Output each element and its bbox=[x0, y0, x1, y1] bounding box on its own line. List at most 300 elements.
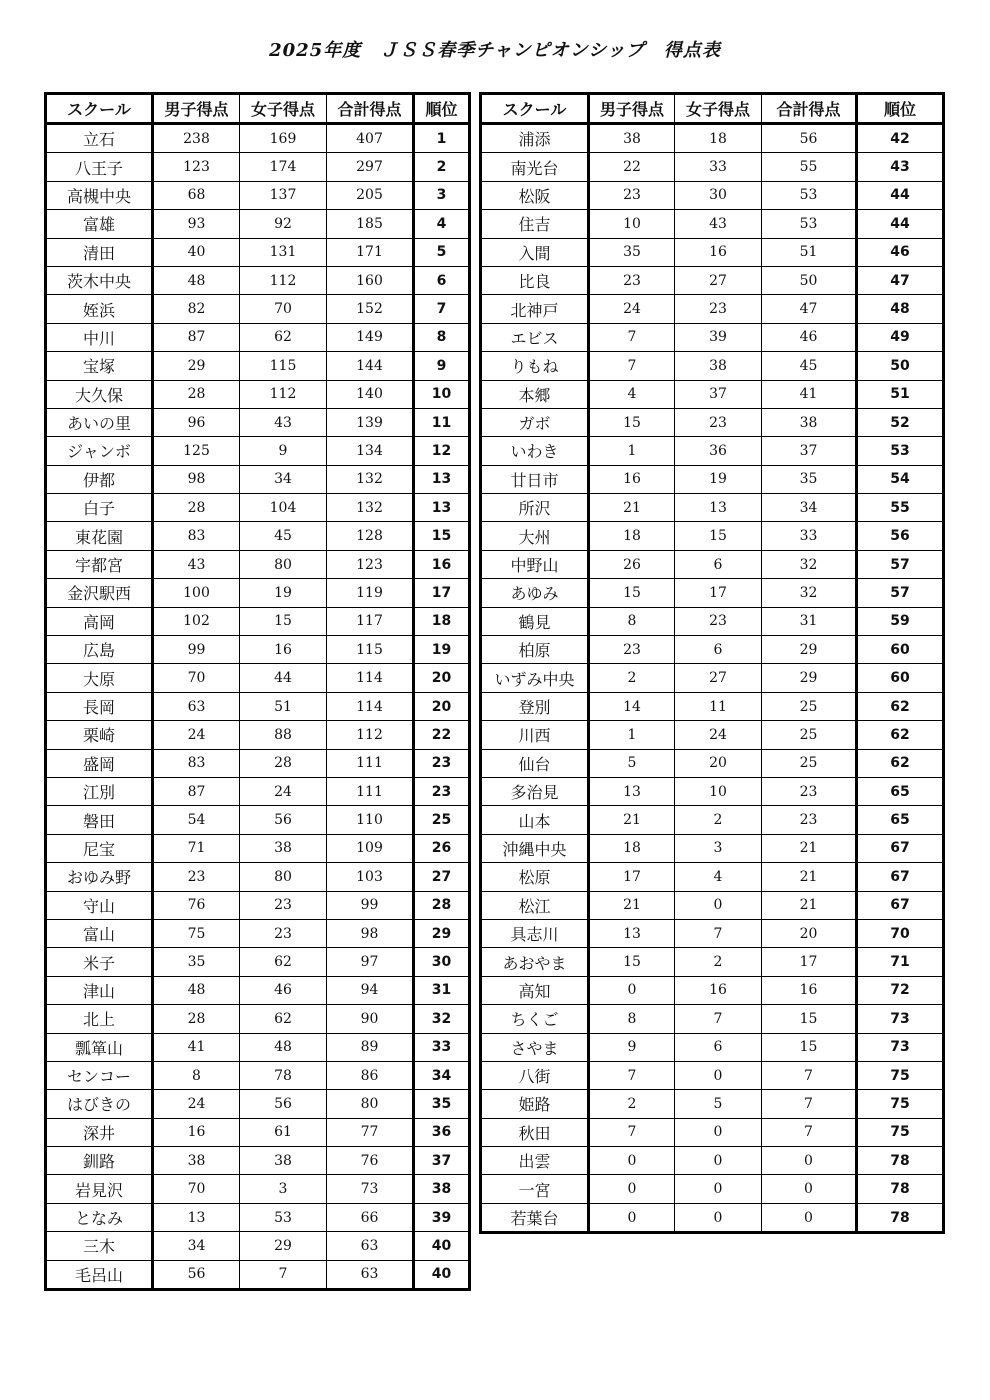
table-row bbox=[481, 664, 944, 692]
rank-cell: 60 bbox=[857, 636, 944, 664]
header-girls: 女子得点 bbox=[675, 94, 762, 124]
total-score-cell: 110 bbox=[327, 806, 414, 834]
table-row bbox=[46, 579, 470, 607]
rank-cell: 62 bbox=[857, 721, 944, 749]
boys-score-cell: 71 bbox=[153, 834, 240, 862]
boys-score-cell: 54 bbox=[153, 806, 240, 834]
boys-score-cell: 7 bbox=[589, 1118, 675, 1146]
table-row bbox=[46, 153, 470, 181]
boys-score-cell: 17 bbox=[589, 863, 675, 891]
girls-score-cell: 6 bbox=[675, 550, 762, 578]
school-name-cell: いずみ中央 bbox=[481, 664, 589, 692]
rank-cell: 57 bbox=[857, 550, 944, 578]
school-name-cell: 宝塚 bbox=[46, 352, 153, 380]
school-name-cell: 高槻中央 bbox=[46, 181, 153, 209]
total-score-cell: 297 bbox=[327, 153, 414, 181]
table-row bbox=[481, 210, 944, 238]
table-row bbox=[46, 295, 470, 323]
boys-score-cell: 48 bbox=[153, 976, 240, 1004]
boys-score-cell: 23 bbox=[589, 636, 675, 664]
table-row bbox=[46, 891, 470, 919]
school-name-cell: 山本 bbox=[481, 806, 589, 834]
girls-score-cell: 51 bbox=[240, 692, 327, 720]
girls-score-cell: 88 bbox=[240, 721, 327, 749]
girls-score-cell: 61 bbox=[240, 1118, 327, 1146]
rank-cell: 33 bbox=[414, 1033, 470, 1061]
table-row bbox=[46, 1005, 470, 1033]
boys-score-cell: 8 bbox=[589, 1005, 675, 1033]
total-score-cell: 73 bbox=[327, 1175, 414, 1203]
school-name-cell: 高岡 bbox=[46, 607, 153, 635]
school-name-cell: センコー bbox=[46, 1061, 153, 1089]
boys-score-cell: 70 bbox=[153, 1175, 240, 1203]
rank-cell: 32 bbox=[414, 1005, 470, 1033]
rank-cell: 57 bbox=[857, 579, 944, 607]
total-score-cell: 152 bbox=[327, 295, 414, 323]
rank-cell: 65 bbox=[857, 777, 944, 805]
table-row bbox=[481, 522, 944, 550]
school-name-cell: 若葉台 bbox=[481, 1203, 589, 1232]
girls-score-cell: 28 bbox=[240, 749, 327, 777]
total-score-cell: 123 bbox=[327, 550, 414, 578]
school-name-cell: 松江 bbox=[481, 891, 589, 919]
rank-cell: 72 bbox=[857, 976, 944, 1004]
total-score-cell: 32 bbox=[762, 550, 857, 578]
girls-score-cell: 3 bbox=[240, 1175, 327, 1203]
girls-score-cell: 38 bbox=[240, 834, 327, 862]
girls-score-cell: 45 bbox=[240, 522, 327, 550]
total-score-cell: 76 bbox=[327, 1147, 414, 1175]
girls-score-cell: 6 bbox=[675, 636, 762, 664]
table-row bbox=[481, 408, 944, 436]
boys-score-cell: 63 bbox=[153, 692, 240, 720]
total-score-cell: 16 bbox=[762, 976, 857, 1004]
girls-score-cell: 38 bbox=[240, 1147, 327, 1175]
rank-cell: 56 bbox=[857, 522, 944, 550]
table-row bbox=[46, 607, 470, 635]
total-score-cell: 53 bbox=[762, 210, 857, 238]
total-score-cell: 25 bbox=[762, 721, 857, 749]
total-score-cell: 45 bbox=[762, 352, 857, 380]
school-name-cell: 南光台 bbox=[481, 153, 589, 181]
school-name-cell: りもね bbox=[481, 352, 589, 380]
table-row bbox=[481, 863, 944, 891]
girls-score-cell: 11 bbox=[675, 692, 762, 720]
table-row bbox=[46, 323, 470, 351]
school-name-cell: 多治見 bbox=[481, 777, 589, 805]
rank-cell: 71 bbox=[857, 948, 944, 976]
school-name-cell: となみ bbox=[46, 1203, 153, 1231]
table-row bbox=[46, 721, 470, 749]
total-score-cell: 41 bbox=[762, 380, 857, 408]
school-name-cell: 高知 bbox=[481, 976, 589, 1004]
girls-score-cell: 5 bbox=[675, 1090, 762, 1118]
school-name-cell: 釧路 bbox=[46, 1147, 153, 1175]
school-name-cell: 大原 bbox=[46, 664, 153, 692]
table-row bbox=[481, 238, 944, 266]
total-score-cell: 20 bbox=[762, 919, 857, 947]
boys-score-cell: 15 bbox=[589, 579, 675, 607]
school-name-cell: 廿日市 bbox=[481, 465, 589, 493]
table-row bbox=[481, 777, 944, 805]
total-score-cell: 63 bbox=[327, 1260, 414, 1289]
boys-score-cell: 83 bbox=[153, 522, 240, 550]
table-row bbox=[481, 124, 944, 153]
boys-score-cell: 15 bbox=[589, 408, 675, 436]
school-name-cell: 長岡 bbox=[46, 692, 153, 720]
school-name-cell: 入間 bbox=[481, 238, 589, 266]
total-score-cell: 77 bbox=[327, 1118, 414, 1146]
girls-score-cell: 112 bbox=[240, 380, 327, 408]
rank-cell: 12 bbox=[414, 437, 470, 465]
table-row bbox=[46, 664, 470, 692]
girls-score-cell: 7 bbox=[675, 1005, 762, 1033]
total-score-cell: 15 bbox=[762, 1005, 857, 1033]
total-score-cell: 99 bbox=[327, 891, 414, 919]
girls-score-cell: 9 bbox=[240, 437, 327, 465]
total-score-cell: 21 bbox=[762, 863, 857, 891]
rank-cell: 5 bbox=[414, 238, 470, 266]
boys-score-cell: 2 bbox=[589, 664, 675, 692]
boys-score-cell: 23 bbox=[589, 266, 675, 294]
boys-score-cell: 14 bbox=[589, 692, 675, 720]
rank-cell: 13 bbox=[414, 465, 470, 493]
table-row bbox=[481, 806, 944, 834]
school-name-cell: 松原 bbox=[481, 863, 589, 891]
rank-cell: 55 bbox=[857, 494, 944, 522]
school-name-cell: 深井 bbox=[46, 1118, 153, 1146]
boys-score-cell: 28 bbox=[153, 380, 240, 408]
rank-cell: 60 bbox=[857, 664, 944, 692]
total-score-cell: 21 bbox=[762, 891, 857, 919]
rank-cell: 30 bbox=[414, 948, 470, 976]
page-title: 2025年度 ＪＳＳ春季チャンピオンシップ 得点表 bbox=[269, 40, 721, 61]
rank-cell: 1 bbox=[414, 124, 470, 153]
rank-cell: 59 bbox=[857, 607, 944, 635]
girls-score-cell: 23 bbox=[240, 919, 327, 947]
girls-score-cell: 46 bbox=[240, 976, 327, 1004]
school-name-cell: 所沢 bbox=[481, 494, 589, 522]
table-row bbox=[481, 948, 944, 976]
boys-score-cell: 16 bbox=[589, 465, 675, 493]
rank-cell: 44 bbox=[857, 210, 944, 238]
girls-score-cell: 17 bbox=[675, 579, 762, 607]
boys-score-cell: 23 bbox=[589, 181, 675, 209]
table-row bbox=[46, 1203, 470, 1231]
rank-cell: 10 bbox=[414, 380, 470, 408]
boys-score-cell: 7 bbox=[589, 352, 675, 380]
girls-score-cell: 43 bbox=[240, 408, 327, 436]
total-score-cell: 25 bbox=[762, 749, 857, 777]
table-row bbox=[46, 408, 470, 436]
school-name-cell: 伊都 bbox=[46, 465, 153, 493]
rank-cell: 67 bbox=[857, 891, 944, 919]
school-name-cell: 白子 bbox=[46, 494, 153, 522]
boys-score-cell: 24 bbox=[589, 295, 675, 323]
girls-score-cell: 16 bbox=[675, 976, 762, 1004]
girls-score-cell: 56 bbox=[240, 1090, 327, 1118]
girls-score-cell: 15 bbox=[675, 522, 762, 550]
girls-score-cell: 16 bbox=[675, 238, 762, 266]
total-score-cell: 90 bbox=[327, 1005, 414, 1033]
school-name-cell: 米子 bbox=[46, 948, 153, 976]
school-name-cell: 中野山 bbox=[481, 550, 589, 578]
table-row bbox=[46, 1118, 470, 1146]
total-score-cell: 160 bbox=[327, 266, 414, 294]
girls-score-cell: 0 bbox=[675, 1175, 762, 1203]
school-name-cell: 尼宝 bbox=[46, 834, 153, 862]
total-score-cell: 23 bbox=[762, 777, 857, 805]
rank-cell: 25 bbox=[414, 806, 470, 834]
table-row bbox=[481, 1147, 944, 1175]
table-row bbox=[481, 1090, 944, 1118]
total-score-cell: 112 bbox=[327, 721, 414, 749]
table-row bbox=[46, 1090, 470, 1118]
girls-score-cell: 0 bbox=[675, 1147, 762, 1175]
total-score-cell: 114 bbox=[327, 664, 414, 692]
rank-cell: 4 bbox=[414, 210, 470, 238]
school-name-cell: 川西 bbox=[481, 721, 589, 749]
girls-score-cell: 23 bbox=[240, 891, 327, 919]
table-row bbox=[481, 1203, 944, 1232]
boys-score-cell: 93 bbox=[153, 210, 240, 238]
header-school: スクール bbox=[481, 94, 589, 124]
school-name-cell: 一宮 bbox=[481, 1175, 589, 1203]
total-score-cell: 66 bbox=[327, 1203, 414, 1231]
girls-score-cell: 48 bbox=[240, 1033, 327, 1061]
table-row bbox=[46, 1033, 470, 1061]
total-score-cell: 51 bbox=[762, 238, 857, 266]
boys-score-cell: 1 bbox=[589, 721, 675, 749]
total-score-cell: 94 bbox=[327, 976, 414, 1004]
total-score-cell: 119 bbox=[327, 579, 414, 607]
boys-score-cell: 13 bbox=[589, 777, 675, 805]
total-score-cell: 15 bbox=[762, 1033, 857, 1061]
boys-score-cell: 99 bbox=[153, 636, 240, 664]
table-row bbox=[481, 1175, 944, 1203]
table-row bbox=[481, 1118, 944, 1146]
rank-cell: 11 bbox=[414, 408, 470, 436]
girls-score-cell: 19 bbox=[675, 465, 762, 493]
school-name-cell: 大州 bbox=[481, 522, 589, 550]
total-score-cell: 97 bbox=[327, 948, 414, 976]
rank-cell: 19 bbox=[414, 636, 470, 664]
school-name-cell: 中川 bbox=[46, 323, 153, 351]
girls-score-cell: 78 bbox=[240, 1061, 327, 1089]
boys-score-cell: 68 bbox=[153, 181, 240, 209]
rank-cell: 48 bbox=[857, 295, 944, 323]
girls-score-cell: 80 bbox=[240, 863, 327, 891]
total-score-cell: 103 bbox=[327, 863, 414, 891]
rank-cell: 17 bbox=[414, 579, 470, 607]
table-row bbox=[481, 352, 944, 380]
table-row bbox=[46, 238, 470, 266]
total-score-cell: 109 bbox=[327, 834, 414, 862]
total-score-cell: 7 bbox=[762, 1061, 857, 1089]
girls-score-cell: 34 bbox=[240, 465, 327, 493]
boys-score-cell: 38 bbox=[153, 1147, 240, 1175]
rank-cell: 75 bbox=[857, 1061, 944, 1089]
girls-score-cell: 44 bbox=[240, 664, 327, 692]
total-score-cell: 132 bbox=[327, 465, 414, 493]
total-score-cell: 0 bbox=[762, 1203, 857, 1232]
total-score-cell: 144 bbox=[327, 352, 414, 380]
school-name-cell: あいの里 bbox=[46, 408, 153, 436]
table-row bbox=[46, 636, 470, 664]
girls-score-cell: 24 bbox=[675, 721, 762, 749]
table-row bbox=[481, 919, 944, 947]
school-name-cell: 仙台 bbox=[481, 749, 589, 777]
school-name-cell: 金沢駅西 bbox=[46, 579, 153, 607]
school-name-cell: 東花園 bbox=[46, 522, 153, 550]
girls-score-cell: 62 bbox=[240, 1005, 327, 1033]
rank-cell: 23 bbox=[414, 777, 470, 805]
school-name-cell: 栗崎 bbox=[46, 721, 153, 749]
rank-cell: 78 bbox=[857, 1147, 944, 1175]
rank-cell: 22 bbox=[414, 721, 470, 749]
school-name-cell: 毛呂山 bbox=[46, 1260, 153, 1289]
table-row bbox=[481, 437, 944, 465]
table-body bbox=[46, 124, 470, 1290]
total-score-cell: 17 bbox=[762, 948, 857, 976]
total-score-cell: 29 bbox=[762, 636, 857, 664]
girls-score-cell: 24 bbox=[240, 777, 327, 805]
table-row bbox=[481, 636, 944, 664]
boys-score-cell: 100 bbox=[153, 579, 240, 607]
header-rank: 順位 bbox=[414, 94, 470, 124]
school-name-cell: エビス bbox=[481, 323, 589, 351]
girls-score-cell: 4 bbox=[675, 863, 762, 891]
school-name-cell: 北神戸 bbox=[481, 295, 589, 323]
rank-cell: 73 bbox=[857, 1033, 944, 1061]
rank-cell: 65 bbox=[857, 806, 944, 834]
rank-cell: 18 bbox=[414, 607, 470, 635]
boys-score-cell: 2 bbox=[589, 1090, 675, 1118]
table-row bbox=[46, 919, 470, 947]
table-row bbox=[46, 437, 470, 465]
school-name-cell: 富山 bbox=[46, 919, 153, 947]
school-name-cell: 登別 bbox=[481, 692, 589, 720]
rank-cell: 13 bbox=[414, 494, 470, 522]
girls-score-cell: 137 bbox=[240, 181, 327, 209]
table-row bbox=[46, 1147, 470, 1175]
boys-score-cell: 28 bbox=[153, 1005, 240, 1033]
rank-cell: 20 bbox=[414, 664, 470, 692]
total-score-cell: 140 bbox=[327, 380, 414, 408]
girls-score-cell: 174 bbox=[240, 153, 327, 181]
table-row bbox=[481, 692, 944, 720]
school-name-cell: 守山 bbox=[46, 891, 153, 919]
total-score-cell: 21 bbox=[762, 834, 857, 862]
table-row bbox=[46, 266, 470, 294]
total-score-cell: 32 bbox=[762, 579, 857, 607]
boys-score-cell: 56 bbox=[153, 1260, 240, 1289]
table-row bbox=[481, 266, 944, 294]
girls-score-cell: 80 bbox=[240, 550, 327, 578]
total-score-cell: 128 bbox=[327, 522, 414, 550]
header-school: スクール bbox=[46, 94, 153, 124]
table-row bbox=[46, 1260, 470, 1289]
boys-score-cell: 40 bbox=[153, 238, 240, 266]
girls-score-cell: 70 bbox=[240, 295, 327, 323]
school-name-cell: ガボ bbox=[481, 408, 589, 436]
girls-score-cell: 13 bbox=[675, 494, 762, 522]
header-boys: 男子得点 bbox=[589, 94, 675, 124]
table-row bbox=[46, 749, 470, 777]
boys-score-cell: 21 bbox=[589, 891, 675, 919]
school-name-cell: 津山 bbox=[46, 976, 153, 1004]
boys-score-cell: 238 bbox=[153, 124, 240, 153]
school-name-cell: 沖縄中央 bbox=[481, 834, 589, 862]
girls-score-cell: 43 bbox=[675, 210, 762, 238]
total-score-cell: 0 bbox=[762, 1147, 857, 1175]
total-score-cell: 29 bbox=[762, 664, 857, 692]
school-name-cell: ちくご bbox=[481, 1005, 589, 1033]
total-score-cell: 86 bbox=[327, 1061, 414, 1089]
boys-score-cell: 7 bbox=[589, 1061, 675, 1089]
boys-score-cell: 22 bbox=[589, 153, 675, 181]
table-row bbox=[481, 295, 944, 323]
girls-score-cell: 0 bbox=[675, 1203, 762, 1232]
boys-score-cell: 38 bbox=[589, 124, 675, 153]
school-name-cell: 比良 bbox=[481, 266, 589, 294]
table-row bbox=[481, 834, 944, 862]
girls-score-cell: 0 bbox=[675, 1061, 762, 1089]
school-name-cell: 浦添 bbox=[481, 124, 589, 153]
school-name-cell: いわき bbox=[481, 437, 589, 465]
total-score-cell: 37 bbox=[762, 437, 857, 465]
boys-score-cell: 35 bbox=[153, 948, 240, 976]
table-row bbox=[481, 380, 944, 408]
table-row bbox=[481, 749, 944, 777]
school-name-cell: 三木 bbox=[46, 1232, 153, 1260]
girls-score-cell: 16 bbox=[240, 636, 327, 664]
boys-score-cell: 70 bbox=[153, 664, 240, 692]
table-row bbox=[481, 1005, 944, 1033]
boys-score-cell: 15 bbox=[589, 948, 675, 976]
table-row bbox=[46, 834, 470, 862]
boys-score-cell: 0 bbox=[589, 1175, 675, 1203]
rank-cell: 3 bbox=[414, 181, 470, 209]
table-row bbox=[481, 181, 944, 209]
boys-score-cell: 26 bbox=[589, 550, 675, 578]
total-score-cell: 111 bbox=[327, 777, 414, 805]
school-name-cell: 八街 bbox=[481, 1061, 589, 1089]
total-score-cell: 149 bbox=[327, 323, 414, 351]
table-body bbox=[481, 124, 944, 1233]
table-row bbox=[46, 550, 470, 578]
boys-score-cell: 24 bbox=[153, 1090, 240, 1118]
boys-score-cell: 87 bbox=[153, 777, 240, 805]
rank-cell: 62 bbox=[857, 692, 944, 720]
header-girls: 女子得点 bbox=[240, 94, 327, 124]
girls-score-cell: 23 bbox=[675, 408, 762, 436]
rank-cell: 6 bbox=[414, 266, 470, 294]
girls-score-cell: 10 bbox=[675, 777, 762, 805]
boys-score-cell: 9 bbox=[589, 1033, 675, 1061]
total-score-cell: 171 bbox=[327, 238, 414, 266]
total-score-cell: 117 bbox=[327, 607, 414, 635]
girls-score-cell: 39 bbox=[675, 323, 762, 351]
table-row bbox=[46, 1061, 470, 1089]
rank-cell: 2 bbox=[414, 153, 470, 181]
table-row bbox=[46, 465, 470, 493]
total-score-cell: 31 bbox=[762, 607, 857, 635]
boys-score-cell: 82 bbox=[153, 295, 240, 323]
school-name-cell: 出雲 bbox=[481, 1147, 589, 1175]
total-score-cell: 63 bbox=[327, 1232, 414, 1260]
girls-score-cell: 56 bbox=[240, 806, 327, 834]
